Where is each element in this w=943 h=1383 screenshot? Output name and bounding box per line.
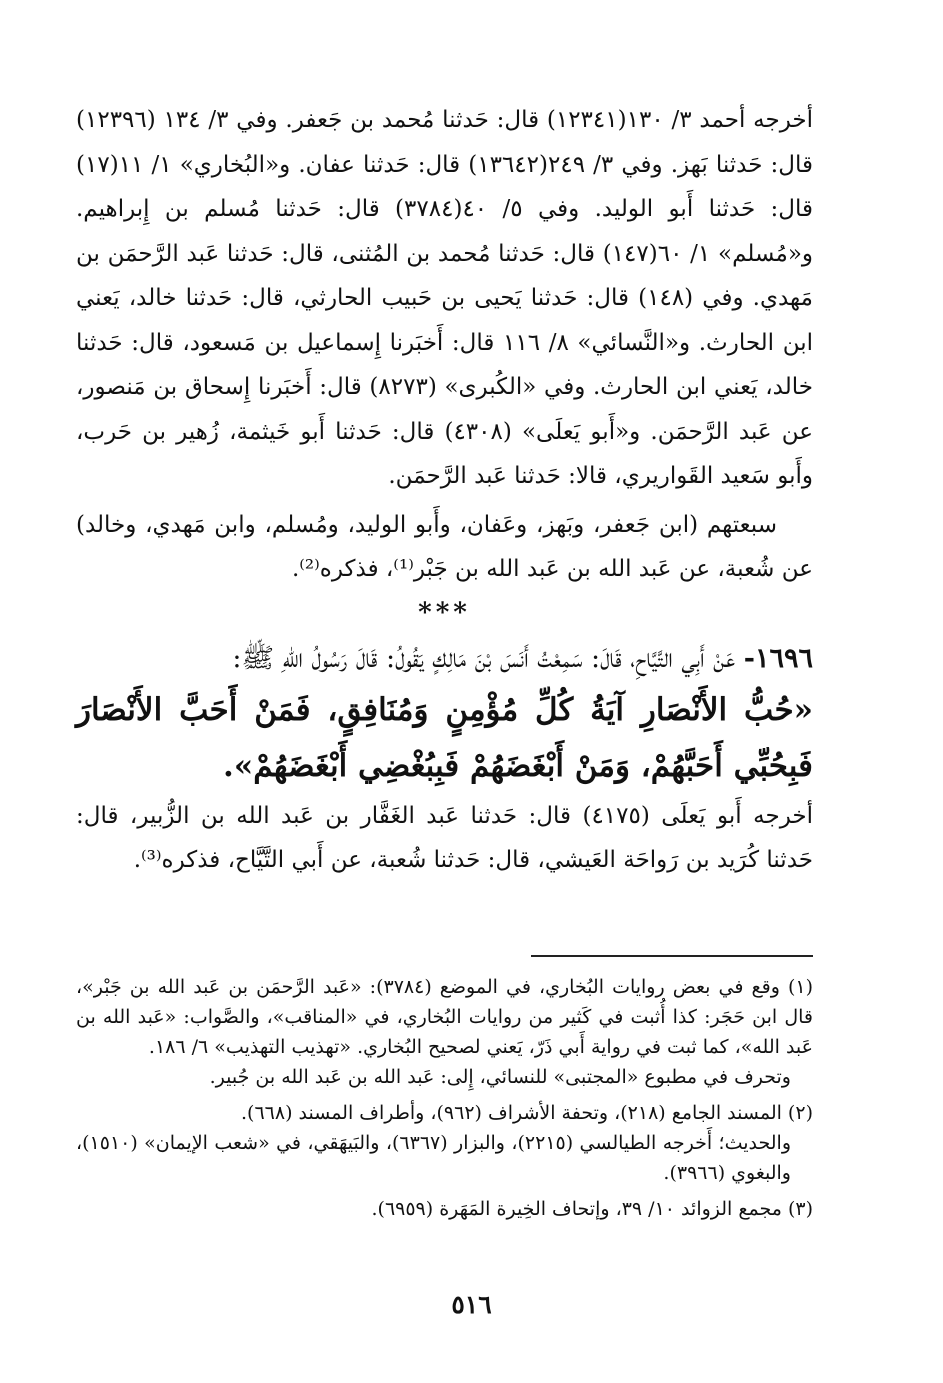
section-separator: *** (418, 597, 471, 628)
footnote-2-continuation: والحديث؛ أَخرجه الطيالسي (٢٢١٥)، والبزار (٦٣٦٧)، والبَيهَقي، في «شعب الإيمان» (١٥١٠)، والبغوي (٣٩٦٦). (76, 1132, 792, 1184)
takhrij-paragraph: أخرجه أحمد ٣/ ١٣٠(١٢٣٤١) قال: حَدثنا مُحمد بن جَعفر. وفي ٣/ ١٣٤ (١٢٣٩٦) قال: حَدثنا بَهز. وفي ٣/ ٢٤٩(١٣٦٤٢) قال: حَدثنا عفان. و«البُخاري» ١/ ١١(١٧) قال: حَدثنا أَبو الوليد. وفي ٥/ ٤٠(٣٧٨٤) قال: حَدثنا مُسلم بن إِبراهيم. و«مُسلم» ١/ ٦٠(١٤٧) قال: حَدثنا مُحمد بن المُثنى، قال: حَدثنا عَبد الرَّحمَن بن مَهدي. وفي (١٤٨) قال: حَدثنا يَحيى بن حَبيب الحارثي، قال: حَدثنا خالد، يَعني ابن الحارث. و«النَّسائي» ٨/ ١١٦ قال: أَخبَرنا إِسماعيل بن مَسعود، قال: حَدثنا خالد، يَعني ابن الحارث. وفي «الكُبرى» (٨٢٧٣) قال: أَخبَرنا إِسحاق بن مَنصور، عن عَبد الرَّحمَن. و«أَبو يَعلَى» (٤٣٠٨) قال: حَدثنا أَبو خَيثمة، زُهير بن حَرب، وأَبو سَعيد القَواريري، قالا: حَدثنا عَبد الرَّحمَن. (76, 107, 814, 489)
footnote-2: (٢) المسند الجامع (٢١٨)، وتحفة الأشراف (٩٦٢)، وأطراف المسند (٦٦٨). (241, 1102, 813, 1124)
hadith-heading (76, 636, 813, 682)
footnotes (76, 972, 813, 1224)
footnote-divider (531, 955, 813, 957)
footnote-3: (٣) مجمع الزوائد ١٠/ ٣٩، وإتحاف الخِيرة المَهَرة (٦٩٥٩). (371, 1198, 813, 1220)
hadith-intro: عَنْ أَبِي التَّيَّاحِ، قَالَ: سَمِعْتُ أَنَسَ بْنَ مَالِكٍ يَقُولُ: قَالَ رَسُولُ اللهِ ﷺ: (232, 642, 736, 674)
footnote-1-continuation: وتحرف في مطبوع «المجتبى» للنسائي، إِلى: عَبد الله بن عَبد الله بن جُبير. (209, 1066, 791, 1088)
page-number: ٥١٦ (451, 1290, 492, 1319)
main-text (76, 98, 813, 883)
hadith-text: «حُبُّ الأَنْصَارِ آيَةُ كُلِّ مُؤْمِنٍ وَمُنَافِقٍ، فَمَنْ أَحَبَّ الأَنْصَارَ فَبِحُبِّي أَحَبَّهُمْ، وَمَنْ أَبْغَضَهُمْ فَبِبُغْضِي أَبْغَضَهُمْ». (76, 691, 813, 784)
footnote-1: (١) وقع في بعض روايات البُخاري، في الموضع (٣٧٨٤): «عَبد الرَّحمَن بن عَبد الله بن جَبْر»، قال ابن حَجَر: كذا أُثبت في كَثير من روايات البُخاري، في «المناقب»، والصَّواب: «عَبد الله بن عَبد الله»، كما ثبت في رواية أَبي ذَرّ، يَعني لصحيح البُخاري. «تهذيب التهذيب» ٦/ ١٨٦. (76, 976, 813, 1058)
hadith-number: ١٦٩٦- (743, 642, 813, 674)
takhrij-paragraph-2: أخرجه أَبو يَعلَى (٤١٧٥) قال: حَدثنا عَبد الغَفَّار بن عَبد الله بن الزُّبير، قال: حَدثنا كُرَيد بن رَواحَة العَيشي، قال: حَدثنا شُعبة، عن أَبي التَّيَّاح، فذكره⁽³⁾. (76, 802, 813, 873)
chain-summary-paragraph: سبعتهم (ابن جَعفر، وبَهز، وعَفان، وأَبو الوليد، ومُسلم، وابن مَهدي، وخالد) عن شُعبة، عن عَبد الله بن عَبد الله بن جَبْر⁽¹⁾، فذكره⁽²⁾. (76, 511, 813, 582)
